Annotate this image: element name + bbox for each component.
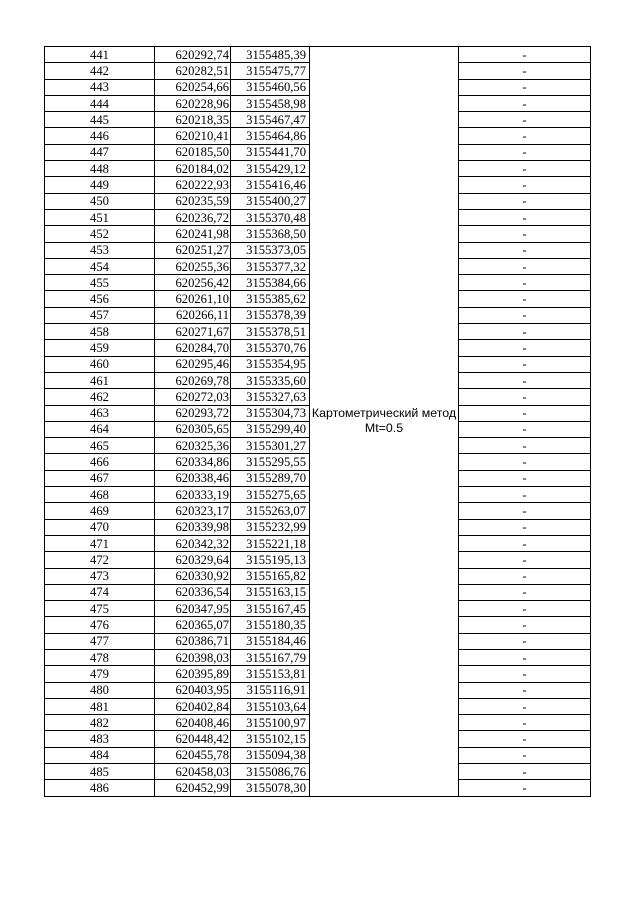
x-coordinate-cell: 620254,66 bbox=[155, 79, 231, 95]
y-coordinate-cell: 3155327,63 bbox=[231, 389, 310, 405]
note-cell: - bbox=[459, 764, 591, 780]
x-coordinate-cell: 620452,99 bbox=[155, 780, 231, 796]
x-coordinate-cell: 620455,78 bbox=[155, 747, 231, 763]
note-cell: - bbox=[459, 568, 591, 584]
x-coordinate-cell: 620448,42 bbox=[155, 731, 231, 747]
x-coordinate-cell: 620228,96 bbox=[155, 95, 231, 111]
point-number-cell: 451 bbox=[45, 209, 155, 225]
point-number-cell: 478 bbox=[45, 649, 155, 665]
note-cell: - bbox=[459, 372, 591, 388]
point-number-cell: 473 bbox=[45, 568, 155, 584]
x-coordinate-cell: 620210,41 bbox=[155, 128, 231, 144]
note-cell: - bbox=[459, 177, 591, 193]
y-coordinate-cell: 3155458,98 bbox=[231, 95, 310, 111]
x-coordinate-cell: 620293,72 bbox=[155, 405, 231, 421]
point-number-cell: 441 bbox=[45, 47, 155, 63]
point-number-cell: 446 bbox=[45, 128, 155, 144]
y-coordinate-cell: 3155102,15 bbox=[231, 731, 310, 747]
note-cell: - bbox=[459, 47, 591, 63]
note-cell: - bbox=[459, 633, 591, 649]
y-coordinate-cell: 3155370,48 bbox=[231, 209, 310, 225]
point-number-cell: 465 bbox=[45, 438, 155, 454]
note-cell: - bbox=[459, 731, 591, 747]
x-coordinate-cell: 620330,92 bbox=[155, 568, 231, 584]
point-number-cell: 455 bbox=[45, 275, 155, 291]
point-number-cell: 471 bbox=[45, 535, 155, 551]
y-coordinate-cell: 3155180,35 bbox=[231, 617, 310, 633]
x-coordinate-cell: 620218,35 bbox=[155, 112, 231, 128]
point-number-cell: 481 bbox=[45, 698, 155, 714]
point-number-cell: 444 bbox=[45, 95, 155, 111]
x-coordinate-cell: 620336,54 bbox=[155, 584, 231, 600]
y-coordinate-cell: 3155078,30 bbox=[231, 780, 310, 796]
point-number-cell: 442 bbox=[45, 63, 155, 79]
point-number-cell: 459 bbox=[45, 340, 155, 356]
x-coordinate-cell: 620282,51 bbox=[155, 63, 231, 79]
point-number-cell: 453 bbox=[45, 242, 155, 258]
y-coordinate-cell: 3155378,39 bbox=[231, 307, 310, 323]
point-number-cell: 476 bbox=[45, 617, 155, 633]
note-cell: - bbox=[459, 649, 591, 665]
note-cell: - bbox=[459, 226, 591, 242]
x-coordinate-cell: 620255,36 bbox=[155, 258, 231, 274]
coordinates-table bbox=[44, 46, 591, 797]
y-coordinate-cell: 3155221,18 bbox=[231, 535, 310, 551]
note-cell: - bbox=[459, 389, 591, 405]
x-coordinate-cell: 620269,78 bbox=[155, 372, 231, 388]
note-cell: - bbox=[459, 405, 591, 421]
note-cell: - bbox=[459, 454, 591, 470]
y-coordinate-cell: 3155354,95 bbox=[231, 356, 310, 372]
y-coordinate-cell: 3155335,60 bbox=[231, 372, 310, 388]
point-number-cell: 470 bbox=[45, 519, 155, 535]
note-cell: - bbox=[459, 144, 591, 160]
point-number-cell: 461 bbox=[45, 372, 155, 388]
note-cell: - bbox=[459, 698, 591, 714]
note-cell: - bbox=[459, 487, 591, 503]
note-cell: - bbox=[459, 519, 591, 535]
x-coordinate-cell: 620334,86 bbox=[155, 454, 231, 470]
note-cell: - bbox=[459, 470, 591, 486]
note-cell: - bbox=[459, 421, 591, 437]
y-coordinate-cell: 3155195,13 bbox=[231, 552, 310, 568]
x-coordinate-cell: 620271,67 bbox=[155, 324, 231, 340]
y-coordinate-cell: 3155289,70 bbox=[231, 470, 310, 486]
note-cell: - bbox=[459, 503, 591, 519]
point-number-cell: 480 bbox=[45, 682, 155, 698]
y-coordinate-cell: 3155460,56 bbox=[231, 79, 310, 95]
point-number-cell: 486 bbox=[45, 780, 155, 796]
note-cell: - bbox=[459, 535, 591, 551]
x-coordinate-cell: 620184,02 bbox=[155, 161, 231, 177]
y-coordinate-cell: 3155385,62 bbox=[231, 291, 310, 307]
note-cell: - bbox=[459, 438, 591, 454]
x-coordinate-cell: 620241,98 bbox=[155, 226, 231, 242]
x-coordinate-cell: 620323,17 bbox=[155, 503, 231, 519]
y-coordinate-cell: 3155167,45 bbox=[231, 601, 310, 617]
y-coordinate-cell: 3155184,46 bbox=[231, 633, 310, 649]
note-cell: - bbox=[459, 666, 591, 682]
y-coordinate-cell: 3155378,51 bbox=[231, 324, 310, 340]
y-coordinate-cell: 3155086,76 bbox=[231, 764, 310, 780]
x-coordinate-cell: 620284,70 bbox=[155, 340, 231, 356]
note-cell: - bbox=[459, 258, 591, 274]
y-coordinate-cell: 3155103,64 bbox=[231, 698, 310, 714]
x-coordinate-cell: 620403,95 bbox=[155, 682, 231, 698]
x-coordinate-cell: 620395,89 bbox=[155, 666, 231, 682]
x-coordinate-cell: 620398,03 bbox=[155, 649, 231, 665]
y-coordinate-cell: 3155232,99 bbox=[231, 519, 310, 535]
point-number-cell: 484 bbox=[45, 747, 155, 763]
y-coordinate-cell: 3155485,39 bbox=[231, 47, 310, 63]
x-coordinate-cell: 620338,46 bbox=[155, 470, 231, 486]
note-cell: - bbox=[459, 242, 591, 258]
note-cell: - bbox=[459, 291, 591, 307]
y-coordinate-cell: 3155377,32 bbox=[231, 258, 310, 274]
y-coordinate-cell: 3155299,40 bbox=[231, 421, 310, 437]
x-coordinate-cell: 620256,42 bbox=[155, 275, 231, 291]
x-coordinate-cell: 620251,27 bbox=[155, 242, 231, 258]
y-coordinate-cell: 3155295,55 bbox=[231, 454, 310, 470]
x-coordinate-cell: 620236,72 bbox=[155, 209, 231, 225]
x-coordinate-cell: 620408,46 bbox=[155, 715, 231, 731]
y-coordinate-cell: 3155153,81 bbox=[231, 666, 310, 682]
note-cell: - bbox=[459, 552, 591, 568]
x-coordinate-cell: 620272,03 bbox=[155, 389, 231, 405]
note-cell: - bbox=[459, 161, 591, 177]
y-coordinate-cell: 3155416,46 bbox=[231, 177, 310, 193]
y-coordinate-cell: 3155116,91 bbox=[231, 682, 310, 698]
note-cell: - bbox=[459, 128, 591, 144]
x-coordinate-cell: 620329,64 bbox=[155, 552, 231, 568]
y-coordinate-cell: 3155167,79 bbox=[231, 649, 310, 665]
x-coordinate-cell: 620347,95 bbox=[155, 601, 231, 617]
point-number-cell: 485 bbox=[45, 764, 155, 780]
y-coordinate-cell: 3155400,27 bbox=[231, 193, 310, 209]
point-number-cell: 483 bbox=[45, 731, 155, 747]
point-number-cell: 462 bbox=[45, 389, 155, 405]
point-number-cell: 469 bbox=[45, 503, 155, 519]
x-coordinate-cell: 620185,50 bbox=[155, 144, 231, 160]
point-number-cell: 458 bbox=[45, 324, 155, 340]
y-coordinate-cell: 3155163,15 bbox=[231, 584, 310, 600]
point-number-cell: 456 bbox=[45, 291, 155, 307]
note-cell: - bbox=[459, 193, 591, 209]
x-coordinate-cell: 620261,10 bbox=[155, 291, 231, 307]
note-cell: - bbox=[459, 682, 591, 698]
note-cell: - bbox=[459, 324, 591, 340]
point-number-cell: 474 bbox=[45, 584, 155, 600]
x-coordinate-cell: 620325,36 bbox=[155, 438, 231, 454]
note-cell: - bbox=[459, 209, 591, 225]
y-coordinate-cell: 3155429,12 bbox=[231, 161, 310, 177]
point-number-cell: 482 bbox=[45, 715, 155, 731]
note-cell: - bbox=[459, 63, 591, 79]
y-coordinate-cell: 3155384,66 bbox=[231, 275, 310, 291]
x-coordinate-cell: 620222,93 bbox=[155, 177, 231, 193]
point-number-cell: 454 bbox=[45, 258, 155, 274]
note-cell: - bbox=[459, 617, 591, 633]
y-coordinate-cell: 3155370,76 bbox=[231, 340, 310, 356]
point-number-cell: 463 bbox=[45, 405, 155, 421]
x-coordinate-cell: 620339,98 bbox=[155, 519, 231, 535]
point-number-cell: 449 bbox=[45, 177, 155, 193]
point-number-cell: 479 bbox=[45, 666, 155, 682]
y-coordinate-cell: 3155441,70 bbox=[231, 144, 310, 160]
table-row bbox=[45, 47, 591, 63]
coordinates-table-body bbox=[45, 47, 591, 797]
y-coordinate-cell: 3155304,73 bbox=[231, 405, 310, 421]
y-coordinate-cell: 3155373,05 bbox=[231, 242, 310, 258]
note-cell: - bbox=[459, 747, 591, 763]
note-cell: - bbox=[459, 307, 591, 323]
note-cell: - bbox=[459, 95, 591, 111]
point-number-cell: 460 bbox=[45, 356, 155, 372]
note-cell: - bbox=[459, 340, 591, 356]
y-coordinate-cell: 3155100,97 bbox=[231, 715, 310, 731]
note-cell: - bbox=[459, 79, 591, 95]
point-number-cell: 464 bbox=[45, 421, 155, 437]
y-coordinate-cell: 3155368,50 bbox=[231, 226, 310, 242]
x-coordinate-cell: 620365,07 bbox=[155, 617, 231, 633]
point-number-cell: 448 bbox=[45, 161, 155, 177]
note-cell: - bbox=[459, 112, 591, 128]
point-number-cell: 445 bbox=[45, 112, 155, 128]
point-number-cell: 467 bbox=[45, 470, 155, 486]
point-number-cell: 472 bbox=[45, 552, 155, 568]
note-cell: - bbox=[459, 715, 591, 731]
point-number-cell: 468 bbox=[45, 487, 155, 503]
x-coordinate-cell: 620402,84 bbox=[155, 698, 231, 714]
y-coordinate-cell: 3155464,86 bbox=[231, 128, 310, 144]
y-coordinate-cell: 3155467,47 bbox=[231, 112, 310, 128]
x-coordinate-cell: 620235,59 bbox=[155, 193, 231, 209]
y-coordinate-cell: 3155475,77 bbox=[231, 63, 310, 79]
x-coordinate-cell: 620292,74 bbox=[155, 47, 231, 63]
note-cell: - bbox=[459, 780, 591, 796]
x-coordinate-cell: 620386,71 bbox=[155, 633, 231, 649]
point-number-cell: 477 bbox=[45, 633, 155, 649]
x-coordinate-cell: 620295,46 bbox=[155, 356, 231, 372]
point-number-cell: 475 bbox=[45, 601, 155, 617]
point-number-cell: 457 bbox=[45, 307, 155, 323]
y-coordinate-cell: 3155094,38 bbox=[231, 747, 310, 763]
note-cell: - bbox=[459, 584, 591, 600]
point-number-cell: 447 bbox=[45, 144, 155, 160]
point-number-cell: 450 bbox=[45, 193, 155, 209]
y-coordinate-cell: 3155301,27 bbox=[231, 438, 310, 454]
x-coordinate-cell: 620458,03 bbox=[155, 764, 231, 780]
x-coordinate-cell: 620342,32 bbox=[155, 535, 231, 551]
point-number-cell: 443 bbox=[45, 79, 155, 95]
x-coordinate-cell: 620305,65 bbox=[155, 421, 231, 437]
note-cell: - bbox=[459, 275, 591, 291]
y-coordinate-cell: 3155165,82 bbox=[231, 568, 310, 584]
note-cell: - bbox=[459, 601, 591, 617]
y-coordinate-cell: 3155263,07 bbox=[231, 503, 310, 519]
point-number-cell: 452 bbox=[45, 226, 155, 242]
x-coordinate-cell: 620266,11 bbox=[155, 307, 231, 323]
point-number-cell: 466 bbox=[45, 454, 155, 470]
method-cell: Картометрический метод Mt=0.5 bbox=[310, 47, 459, 797]
y-coordinate-cell: 3155275,65 bbox=[231, 487, 310, 503]
note-cell: - bbox=[459, 356, 591, 372]
x-coordinate-cell: 620333,19 bbox=[155, 487, 231, 503]
